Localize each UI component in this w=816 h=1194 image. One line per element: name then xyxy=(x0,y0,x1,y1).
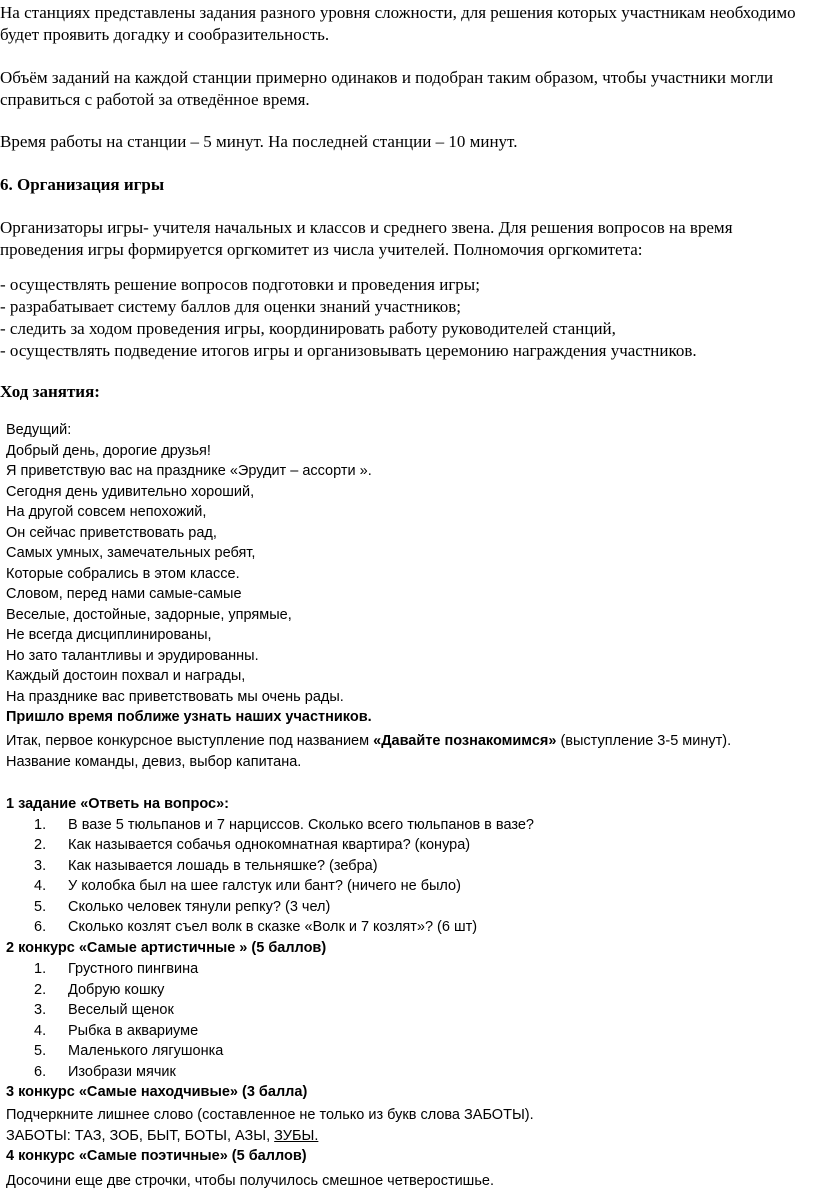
section-6-heading xyxy=(0,174,806,196)
duties-list xyxy=(0,274,806,362)
underlined-answer: ЗУБЫ. xyxy=(274,1127,319,1144)
list-number: 5. xyxy=(34,898,47,915)
list-item-text: Маленького лягушонка xyxy=(68,1043,224,1059)
list-item xyxy=(6,856,806,877)
list-item-text: Грустного пингвина xyxy=(68,961,199,977)
list-item xyxy=(6,980,806,1001)
list-item-text: Изобрази мячик xyxy=(68,1063,176,1080)
list-item xyxy=(6,1041,806,1062)
intro-p3-text: Время работы на станции – 5 минут. На последней станции – 10 минут. xyxy=(0,132,518,151)
list-item xyxy=(6,959,806,980)
contest-4-line-1: Досочини еще две строчки, чтобы получилось смешное четверостишье. xyxy=(6,1173,494,1189)
list-item xyxy=(6,815,806,836)
list-number: 6. xyxy=(34,919,47,935)
intro-p2-text: Объём заданий на каждой станции примерно одинаков и подобран таким образом, чтобы участники могли справиться с работой за отведённое время. xyxy=(0,68,774,109)
list-item-text: Сколько человек тянули репку? (3 чел) xyxy=(68,898,331,915)
contest-4-heading: 4 конкурс «Самые поэтичные» (5 баллов) xyxy=(6,1148,307,1164)
host-line: Словом, перед нами самые-самые xyxy=(6,586,242,602)
host-line: На другой совсем непохожий, xyxy=(6,504,207,520)
host-line: Он сейчас приветствовать рад, xyxy=(6,524,217,541)
host-line: Которые собрались в этом классе. xyxy=(6,565,240,582)
list-number: 2. xyxy=(34,837,47,853)
contest-2-list xyxy=(6,959,806,1103)
contest-2-heading: 2 конкурс «Самые артистичные » (5 баллов) xyxy=(6,939,327,956)
list-item xyxy=(6,897,806,918)
host-line: Каждый достоин похвал и награды, xyxy=(6,668,246,684)
list-number: 4. xyxy=(34,1022,47,1039)
lesson-heading-text: Ход занятия: xyxy=(0,382,100,401)
list-number: 2. xyxy=(34,981,47,998)
first-contest-before: Итак, первое конкурсное выступление под названием xyxy=(6,733,374,749)
list-number: 5. xyxy=(34,1043,47,1059)
list-item-text: Рыбка в аквариуме xyxy=(68,1022,199,1039)
section-6-paragraph-text: Организаторы игры- учителя начальных и классов и среднего звена. Для решения вопросов на время проведения игры формируется оргкомитет из числа учителей. Полномочия оргкомитета: xyxy=(0,218,733,259)
first-contest-title: «Давайте познакомимся» xyxy=(373,733,557,749)
list-item xyxy=(6,1062,806,1083)
contest-3-word-list: ЗАБОТЫ: ТАЗ, ЗОБ, БЫТ, БОТЫ, АЗЫ, xyxy=(6,1127,275,1144)
task-1-heading: 1 задание «Ответь на вопрос»: xyxy=(6,796,229,812)
intro-paragraph-2 xyxy=(0,67,806,111)
list-number: 6. xyxy=(34,1063,47,1080)
host-line: Я приветствую вас на празднике «Эрудит – ассорти ». xyxy=(6,463,372,479)
lesson-heading xyxy=(0,381,806,403)
intro-paragraph-3 xyxy=(0,131,806,153)
duty-item: - осуществлять подведение итогов игры и организовывать церемонию награждения участников. xyxy=(0,341,697,360)
list-number: 1. xyxy=(34,816,47,833)
list-item xyxy=(6,835,806,856)
contest-4 xyxy=(6,1171,806,1192)
first-contest-after: (выступление 3-5 минут). xyxy=(556,733,732,749)
host-line: Не всегда дисциплинированы, xyxy=(6,627,212,643)
list-item xyxy=(6,876,806,897)
host-line: Сегодня день удивительно хороший, xyxy=(6,483,255,500)
list-item-text: Как называется собачья однокомнатная квартира? (конура) xyxy=(68,837,471,853)
list-item-text: Веселый щенок xyxy=(68,1002,174,1018)
host-speech xyxy=(6,420,806,728)
task-1 xyxy=(6,794,806,958)
list-item xyxy=(6,917,806,938)
first-contest-line xyxy=(6,731,806,752)
list-number: 4. xyxy=(34,878,47,894)
list-number: 3. xyxy=(34,857,47,874)
list-item-text: Сколько козлят съел волк в сказке «Волк и 7 козлят»? (6 шт) xyxy=(68,919,478,935)
list-item-text: У колобка был на шее галстук или бант? (ничего не было) xyxy=(68,878,461,894)
list-item-text: Как называется лошадь в тельняшке? (зебра) xyxy=(68,857,378,874)
section-6-heading-text: 6. Организация игры xyxy=(0,175,165,194)
list-item-text: Добрую кошку xyxy=(68,981,165,998)
list-item-text: В вазе 5 тюльпанов и 7 нарциссов. Сколько всего тюльпанов в вазе? xyxy=(68,816,534,833)
list-number: 1. xyxy=(34,961,47,977)
first-contest-line-2: Название команды, девиз, выбор капитана. xyxy=(6,753,302,770)
host-line: Но зато талантливы и эрудированны. xyxy=(6,647,259,664)
host-line: Самых умных, замечательных ребят, xyxy=(6,545,256,561)
host-line: Ведущий: xyxy=(6,422,72,438)
first-contest xyxy=(6,731,806,772)
host-line: На празднике вас приветствовать мы очень рады. xyxy=(6,688,344,705)
contest-3-line-1: Подчеркните лишнее слово (составленное не только из букв слова ЗАБОТЫ). xyxy=(6,1107,534,1123)
list-item xyxy=(6,1021,806,1042)
list-number: 3. xyxy=(34,1002,47,1018)
list-item xyxy=(6,1000,806,1021)
host-line: Добрый день, дорогие друзья! xyxy=(6,442,211,459)
duty-item: - осуществлять решение вопросов подготовки и проведения игры; xyxy=(0,275,480,294)
duty-item: - следить за ходом проведения игры, координировать работу руководителей станций, xyxy=(0,319,616,338)
contest-3-heading: 3 конкурс «Самые находчивые» (3 балла) xyxy=(6,1084,308,1100)
contest-3 xyxy=(6,1105,806,1167)
intro-paragraph-1 xyxy=(0,2,806,46)
host-line: Веселые, достойные, задорные, упрямые, xyxy=(6,606,292,623)
section-6-paragraph xyxy=(0,217,806,261)
host-bold-line: Пришло время поближе узнать наших участников. xyxy=(6,709,372,725)
contest-3-line-2 xyxy=(6,1126,806,1147)
intro-p1-text: На станциях представлены задания разного уровня сложности, для решения которых участникам необходимо будет проявить догадку и сообразительность. xyxy=(0,3,796,44)
duty-item: - разрабатывает систему баллов для оценки знаний участников; xyxy=(0,297,462,316)
